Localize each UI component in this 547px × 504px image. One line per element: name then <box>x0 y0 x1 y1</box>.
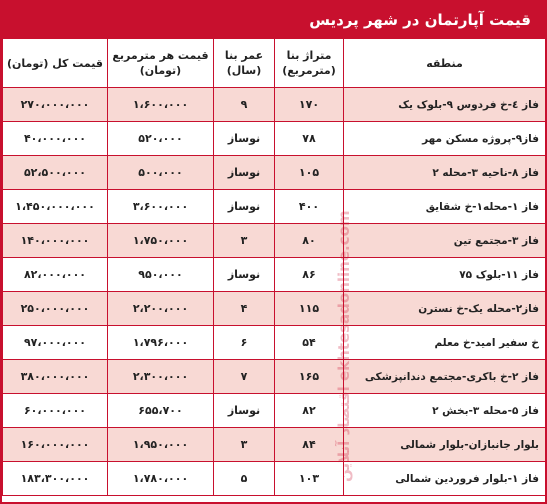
header-area: متراژ بنا (مترمربع) <box>275 39 344 88</box>
cell-total-price: ۱،۴۵۰،۰۰۰،۰۰۰ <box>3 190 108 224</box>
cell-area: ۷۸ <box>275 122 344 156</box>
cell-total-price: ۵۲،۵۰۰،۰۰۰ <box>3 156 108 190</box>
cell-age: ۳ <box>214 428 275 462</box>
table-row <box>3 326 546 360</box>
cell-age: نوساز <box>214 394 275 428</box>
cell-region: فاز ۸-ناحیه ۳-محله ۲ <box>344 156 546 190</box>
cell-area: ۸۲ <box>275 394 344 428</box>
header-price-per-m2: قیمت هر مترمربع (تومان) <box>108 39 214 88</box>
cell-region: فاز ٤-خ فردوس ٩-بلوک یک <box>344 88 546 122</box>
cell-area: ۵۴ <box>275 326 344 360</box>
cell-region: خ سفیر امید-خ معلم <box>344 326 546 360</box>
cell-area: ۱۰۳ <box>275 462 344 496</box>
header-total-price: قیمت کل (تومان) <box>3 39 108 88</box>
page-title: قیمت آپارتمان در شهر پردیس <box>2 2 545 38</box>
cell-region: فاز۲-محله یک-خ نسترن <box>344 292 546 326</box>
cell-price-per-m2: ۲،۳۰۰،۰۰۰ <box>108 360 214 394</box>
table-row <box>3 190 546 224</box>
cell-age: نوساز <box>214 156 275 190</box>
cell-age: ۹ <box>214 88 275 122</box>
cell-total-price: ۹۷،۰۰۰،۰۰۰ <box>3 326 108 360</box>
cell-region: فاز ۱-بلوار فروردین شمالی <box>344 462 546 496</box>
table-row <box>3 428 546 462</box>
cell-total-price: ۱۶۰،۰۰۰،۰۰۰ <box>3 428 108 462</box>
cell-area: ۱۷۰ <box>275 88 344 122</box>
cell-area: ۸۰ <box>275 224 344 258</box>
cell-region: فاز ۵-محله ۳-بخش ۲ <box>344 394 546 428</box>
cell-price-per-m2: ۱،۶۰۰،۰۰۰ <box>108 88 214 122</box>
table-header-row <box>3 39 546 88</box>
header-age: عمر بنا (سال) <box>214 39 275 88</box>
cell-area: ۱۶۵ <box>275 360 344 394</box>
cell-total-price: ۸۲،۰۰۰،۰۰۰ <box>3 258 108 292</box>
table-row <box>3 292 546 326</box>
cell-total-price: ۲۷۰،۰۰۰،۰۰۰ <box>3 88 108 122</box>
cell-region: فاز ۳-مجتمع تین <box>344 224 546 258</box>
cell-price-per-m2: ۱،۷۵۰،۰۰۰ <box>108 224 214 258</box>
table-row <box>3 224 546 258</box>
table-row <box>3 122 546 156</box>
cell-region: بلوار جانبازان-بلوار شمالی <box>344 428 546 462</box>
cell-price-per-m2: ۶۵۵،۷۰۰ <box>108 394 214 428</box>
cell-price-per-m2: ۹۵۰،۰۰۰ <box>108 258 214 292</box>
cell-age: نوساز <box>214 122 275 156</box>
cell-age: ۳ <box>214 224 275 258</box>
cell-age: ۶ <box>214 326 275 360</box>
cell-price-per-m2: ۲،۲۰۰،۰۰۰ <box>108 292 214 326</box>
cell-region: فاز ۱۱-بلوک ۷۵ <box>344 258 546 292</box>
cell-age: نوساز <box>214 190 275 224</box>
cell-total-price: ۲۵۰،۰۰۰،۰۰۰ <box>3 292 108 326</box>
table-row <box>3 462 546 496</box>
cell-area: ۸۴ <box>275 428 344 462</box>
cell-total-price: ۱۸۳،۳۰۰،۰۰۰ <box>3 462 108 496</box>
cell-price-per-m2: ۵۰۰،۰۰۰ <box>108 156 214 190</box>
cell-age: نوساز <box>214 258 275 292</box>
cell-age: ۷ <box>214 360 275 394</box>
price-table <box>2 38 546 496</box>
cell-price-per-m2: ۵۲۰،۰۰۰ <box>108 122 214 156</box>
table-row <box>3 156 546 190</box>
cell-age: ۵ <box>214 462 275 496</box>
table-row <box>3 360 546 394</box>
table-body <box>3 88 546 496</box>
header-region: منطقه <box>344 39 546 88</box>
cell-area: ۸۶ <box>275 258 344 292</box>
cell-area: ۱۰۵ <box>275 156 344 190</box>
table-row <box>3 88 546 122</box>
cell-region: فاز ۱-محله۱-خ شقایق <box>344 190 546 224</box>
table-row <box>3 258 546 292</box>
cell-price-per-m2: ۱،۹۵۰،۰۰۰ <box>108 428 214 462</box>
table-row <box>3 394 546 428</box>
cell-region: فاز ۲-خ باکری-مجتمع دندانپزشکی <box>344 360 546 394</box>
watermark: اقتصاد آنلاین ekhtesadonline.com <box>335 210 353 482</box>
cell-region: فاز۹-پروژه مسکن مهر <box>344 122 546 156</box>
cell-area: ۱۱۵ <box>275 292 344 326</box>
cell-price-per-m2: ۳،۶۰۰،۰۰۰ <box>108 190 214 224</box>
cell-age: ۴ <box>214 292 275 326</box>
cell-total-price: ۱۴۰،۰۰۰،۰۰۰ <box>3 224 108 258</box>
cell-price-per-m2: ۱،۷۸۰،۰۰۰ <box>108 462 214 496</box>
cell-area: ۴۰۰ <box>275 190 344 224</box>
cell-total-price: ۴۰،۰۰۰،۰۰۰ <box>3 122 108 156</box>
cell-price-per-m2: ۱،۷۹۶،۰۰۰ <box>108 326 214 360</box>
cell-total-price: ۶۰،۰۰۰،۰۰۰ <box>3 394 108 428</box>
cell-total-price: ۳۸۰،۰۰۰،۰۰۰ <box>3 360 108 394</box>
